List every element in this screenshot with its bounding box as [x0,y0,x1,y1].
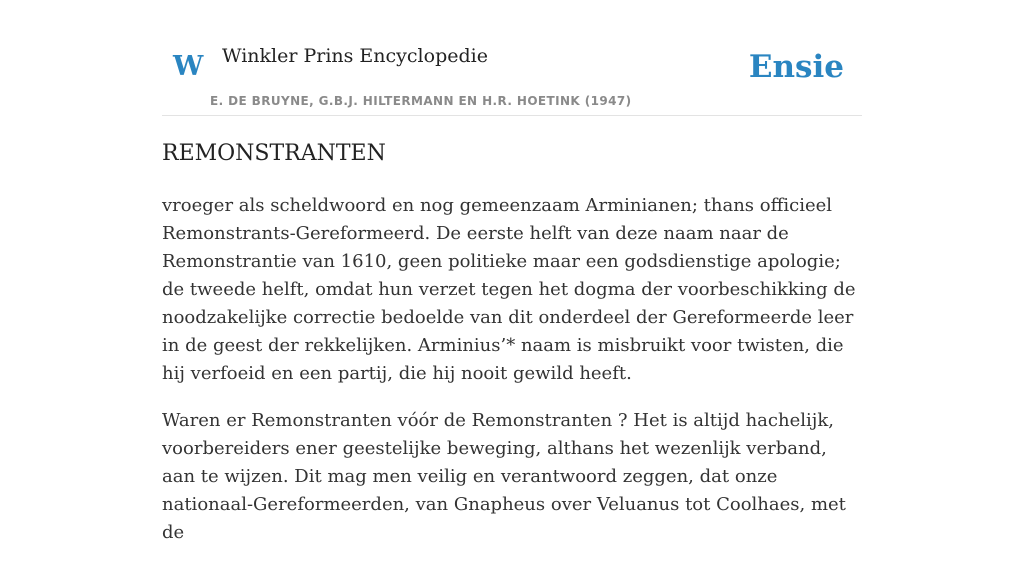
header [162,0,862,116]
book-title-link[interactable]: Winkler Prins Encyclopedie [222,45,488,67]
book-authors: E. DE BRUYNE, G.B.J. HILTERMANN EN H.R. HOETINK (1947) [210,94,632,108]
article-paragraph-1: vroeger als scheldwoord en nog gemeenzaam Arminianen; thans officieel Remonstrants-Gereformeerd. De eerste helft van deze naam naar de Remonstrantie van 1610, geen politieke maar een godsdienstige apologie; de tweede helft, omdat hun verzet tegen het dogma der voorbeschikking de noodzakelijke correctie bedoelde van dit onderdeel der Gereformeerde leer in de geest der rekkelijken. Arminius’* naam is misbruikt voor twisten, die hij verfoeid en een partij, die hij nooit gewild heeft. [162,195,856,384]
ensie-logo-link[interactable]: Ensie [748,49,844,85]
winkler-prins-logo[interactable]: W [173,51,204,82]
article-body [162,192,862,566]
article-title: REMONSTRANTEN [162,141,386,166]
article-paragraph-2: Waren er Remonstranten vóór de Remonstranten ? Het is altijd hachelijk, voorbereiders ener geestelijke beweging, althans het wezenlijk verband, aan te wijzen. Dit mag men veilig en verantwoord zeggen, dat onze nationaal-Gereformeerden, van Gnapheus over Veluanus tot Coolhaes, met de [162,410,846,543]
